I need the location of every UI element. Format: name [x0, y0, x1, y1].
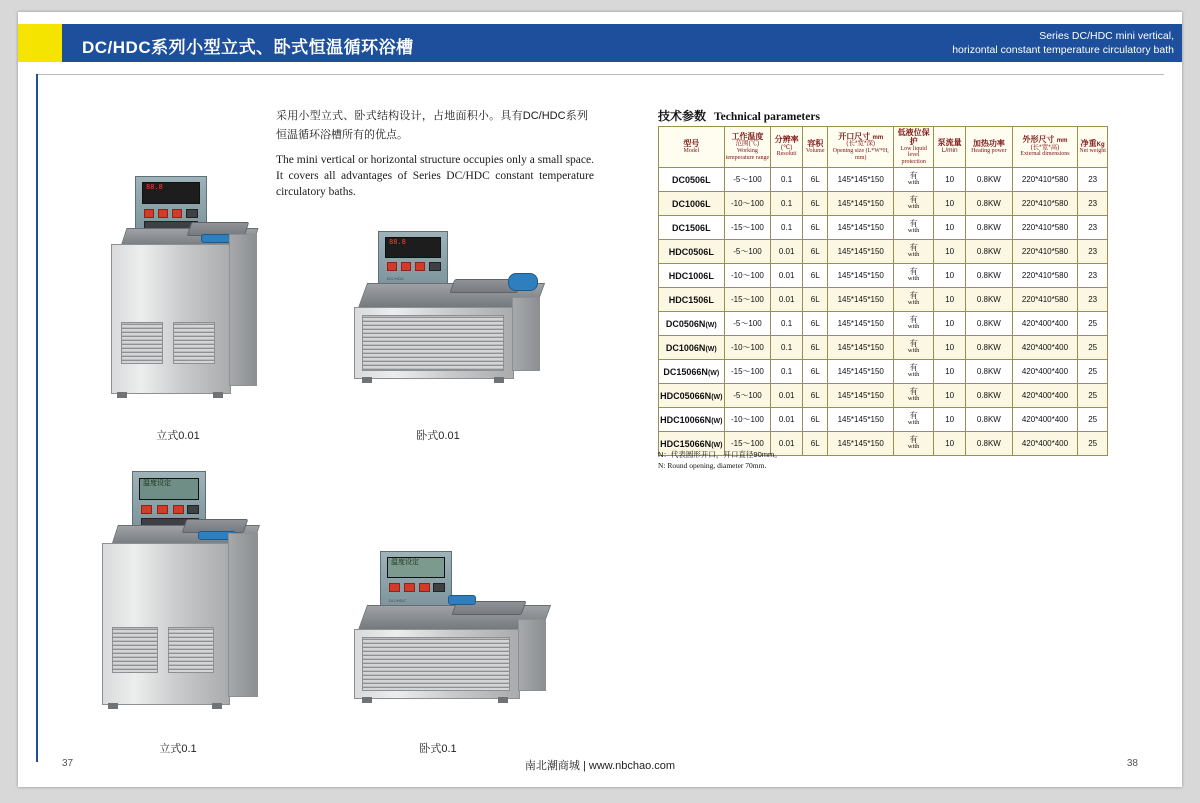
column-header-model — [659, 127, 725, 168]
footer-source: 南北潮商城 | www.nbchao.com — [524, 760, 676, 772]
col-en: External dimensions — [1020, 151, 1070, 158]
cell-temp: -10～100 — [724, 192, 771, 216]
cell-opening: 145*145*150 — [828, 264, 894, 288]
cell-temp: -10～100 — [724, 408, 771, 432]
page-sheet — [18, 12, 1182, 787]
cell-opening: 145*145*150 — [828, 384, 894, 408]
column-header-pump-flow — [934, 127, 966, 168]
brand-label: DC/HDC — [389, 598, 407, 603]
button-dark-1 — [429, 262, 441, 271]
button-red-1 — [144, 209, 154, 218]
cell-protection: 有 with — [894, 384, 934, 408]
foot-right — [213, 392, 223, 398]
cell-power: 0.8KW — [966, 264, 1013, 288]
cell-weight: 25 — [1078, 312, 1108, 336]
cell-volume: 6L — [803, 168, 828, 192]
cell-protection: 有 with — [894, 360, 934, 384]
col-en: Volume — [805, 148, 825, 155]
col-sub: (长*宽*深) — [846, 140, 876, 148]
button-red-1 — [141, 505, 152, 514]
cell-flow: 10 — [934, 360, 966, 384]
header-accent-block — [18, 24, 62, 62]
control-panel — [380, 551, 452, 611]
display-screen — [385, 237, 441, 258]
table-row — [659, 240, 1108, 264]
vent-grille — [362, 637, 510, 691]
foot-right — [494, 377, 504, 383]
cell-flow: 10 — [934, 384, 966, 408]
cell-weight: 23 — [1078, 264, 1108, 288]
cell-opening: 145*145*150 — [828, 360, 894, 384]
cell-weight: 23 — [1078, 288, 1108, 312]
display-screen — [139, 478, 199, 500]
col-en: Model — [683, 148, 700, 155]
cell-dimensions: 220*410*580 — [1012, 192, 1078, 216]
cell-flow: 10 — [934, 168, 966, 192]
cell-model: HDC05066N(W) — [659, 384, 725, 408]
cell-power: 0.8KW — [966, 192, 1013, 216]
cell-resolution: 0.01 — [771, 408, 803, 432]
page-number-left: 37 — [62, 758, 74, 769]
foot-left — [117, 392, 127, 398]
table-row — [659, 264, 1108, 288]
display-digits: 88.8 — [389, 238, 406, 246]
product-figure-vertical-01 — [88, 467, 278, 722]
cell-protection: 有 with — [894, 336, 934, 360]
button-red-2 — [157, 505, 168, 514]
cell-resolution: 0.1 — [771, 168, 803, 192]
cabinet-side — [518, 619, 546, 691]
page-header — [18, 24, 1182, 62]
column-header-heating-power — [966, 127, 1013, 168]
cell-volume: 6L — [803, 336, 828, 360]
cell-resolution: 0.1 — [771, 192, 803, 216]
cell-temp: -15～100 — [724, 432, 771, 456]
cell-power: 0.8KW — [966, 312, 1013, 336]
col-en: Heating power — [971, 148, 1007, 155]
button-red-1 — [387, 262, 397, 271]
col-en: Working temperature range — [725, 148, 770, 161]
cell-protection: 有 with — [894, 264, 934, 288]
cell-opening: 145*145*150 — [828, 432, 894, 456]
cell-flow: 10 — [934, 432, 966, 456]
cell-volume: 6L — [803, 288, 828, 312]
button-red-3 — [419, 583, 430, 592]
cell-model: HDC15066N(W) — [659, 432, 725, 456]
table-row — [659, 288, 1108, 312]
cell-temp: -5～100 — [724, 384, 771, 408]
column-header-volume — [803, 127, 828, 168]
col-en: Low liquid level protection — [900, 145, 927, 165]
column-header-external-dimensions — [1012, 127, 1078, 168]
col-unit: L/min — [941, 146, 958, 154]
cell-temp: -15～100 — [724, 216, 771, 240]
table-row — [659, 216, 1108, 240]
column-header-resolution — [771, 127, 803, 168]
display-screen — [142, 182, 200, 204]
cell-power: 0.8KW — [966, 384, 1013, 408]
cell-volume: 6L — [803, 432, 828, 456]
left-accent-rule — [36, 74, 38, 762]
button-dark-1 — [186, 209, 198, 218]
table-row — [659, 360, 1108, 384]
cell-volume: 6L — [803, 312, 828, 336]
table-header-row — [659, 127, 1108, 168]
tech-title-en: Technical parameters — [714, 111, 820, 123]
cabinet-side — [229, 234, 257, 386]
col-cn: 型号 — [683, 138, 700, 148]
cell-dimensions: 220*410*580 — [1012, 168, 1078, 192]
cell-model: DC1506L — [659, 216, 725, 240]
display-digits: 温度设定 — [391, 558, 419, 566]
vent-grille-left — [121, 322, 163, 364]
cell-dimensions: 220*410*580 — [1012, 264, 1078, 288]
page-title-english-line1: Series DC/HDC mini vertical, — [1039, 30, 1174, 42]
cell-volume: 6L — [803, 384, 828, 408]
brand-label: DC/HDC — [387, 276, 405, 281]
cell-resolution: 0.01 — [771, 432, 803, 456]
vent-grille-right — [168, 627, 214, 673]
cell-protection: 有 with — [894, 192, 934, 216]
column-header-net-weight — [1078, 127, 1108, 168]
foot-left — [108, 703, 118, 709]
cell-weight: 23 — [1078, 216, 1108, 240]
vent-grille-right — [173, 322, 215, 364]
cell-dimensions: 220*410*580 — [1012, 216, 1078, 240]
cell-volume: 6L — [803, 240, 828, 264]
cell-flow: 10 — [934, 240, 966, 264]
cell-resolution: 0.01 — [771, 240, 803, 264]
cell-protection: 有 with — [894, 432, 934, 456]
cell-flow: 10 — [934, 336, 966, 360]
button-red-2 — [158, 209, 168, 218]
cabinet-side — [512, 297, 540, 371]
column-header-low-liquid-protection — [894, 127, 934, 168]
cell-power: 0.8KW — [966, 240, 1013, 264]
button-red-1 — [389, 583, 400, 592]
figure-caption-2: 卧式0.01 — [416, 430, 460, 442]
cell-dimensions: 420*400*400 — [1012, 336, 1078, 360]
foot-right — [498, 697, 508, 703]
table-row — [659, 408, 1108, 432]
cell-resolution: 0.01 — [771, 264, 803, 288]
cell-dimensions: 420*400*400 — [1012, 312, 1078, 336]
cell-temp: -10～100 — [724, 264, 771, 288]
cell-model: HDC10066N(W) — [659, 408, 725, 432]
cell-dimensions: 420*400*400 — [1012, 432, 1078, 456]
cell-power: 0.8KW — [966, 336, 1013, 360]
cell-protection: 有 with — [894, 408, 934, 432]
page-number-right: 38 — [1126, 758, 1138, 769]
foot-left — [362, 377, 372, 383]
cell-weight: 25 — [1078, 336, 1108, 360]
vent-grille-left — [112, 627, 158, 673]
header-divider — [36, 74, 1164, 75]
column-header-opening-size — [828, 127, 894, 168]
product-figure-horizontal-01 — [348, 547, 578, 722]
display-digits: 88.8 — [146, 183, 163, 191]
technical-parameters-title — [658, 107, 820, 124]
tech-title-cn: 技术参数 — [658, 109, 707, 123]
cell-temp: -10～100 — [724, 336, 771, 360]
cell-protection: 有 with — [894, 240, 934, 264]
cell-power: 0.8KW — [966, 360, 1013, 384]
cell-resolution: 0.1 — [771, 336, 803, 360]
col-cn: 分辨率 — [774, 135, 799, 145]
cell-protection: 有 with — [894, 216, 934, 240]
control-panel — [378, 231, 448, 289]
cell-opening: 145*145*150 — [828, 288, 894, 312]
figure-caption-4: 卧式0.1 — [419, 743, 457, 755]
cell-dimensions: 420*400*400 — [1012, 384, 1078, 408]
cell-protection: 有 with — [894, 312, 934, 336]
button-dark-1 — [187, 505, 199, 514]
cabinet-body — [102, 543, 230, 705]
col-cn: 净重Kg — [1080, 138, 1105, 148]
col-en: Resoluti — [776, 151, 797, 158]
vent-grille — [362, 315, 504, 371]
table-row — [659, 312, 1108, 336]
cell-opening: 145*145*150 — [828, 192, 894, 216]
col-cn: 低液位保护 — [897, 128, 930, 146]
cell-weight: 25 — [1078, 384, 1108, 408]
table-row — [659, 192, 1108, 216]
product-figure-vertical-001 — [93, 172, 273, 417]
col-cn: 工作温度 — [731, 132, 764, 142]
cell-opening: 145*145*150 — [828, 240, 894, 264]
cell-weight: 23 — [1078, 168, 1108, 192]
button-red-3 — [172, 209, 182, 218]
button-dark-1 — [433, 583, 445, 592]
technical-parameters-table — [658, 126, 1108, 456]
cell-power: 0.8KW — [966, 288, 1013, 312]
cell-model: DC0506N(W) — [659, 312, 725, 336]
table-row — [659, 336, 1108, 360]
column-header-temp-range — [724, 127, 771, 168]
cell-power: 0.8KW — [966, 408, 1013, 432]
cell-power: 0.8KW — [966, 216, 1013, 240]
cell-volume: 6L — [803, 216, 828, 240]
cell-weight: 23 — [1078, 240, 1108, 264]
cell-model: HDC1006L — [659, 264, 725, 288]
cell-flow: 10 — [934, 264, 966, 288]
cabinet-side — [228, 533, 258, 697]
cell-temp: -5～100 — [724, 240, 771, 264]
cell-temp: -5～100 — [724, 168, 771, 192]
figure-caption-3: 立式0.1 — [159, 743, 197, 755]
cell-power: 0.8KW — [966, 168, 1013, 192]
cell-dimensions: 220*410*580 — [1012, 288, 1078, 312]
col-cn: 开口尺寸 mm — [838, 132, 884, 142]
col-en: Opening size (L*W*H, mm) — [832, 148, 889, 161]
cell-resolution: 0.1 — [771, 312, 803, 336]
cell-opening: 145*145*150 — [828, 336, 894, 360]
button-red-2 — [401, 262, 411, 271]
cell-dimensions: 220*410*580 — [1012, 240, 1078, 264]
cell-model: DC1006N(W) — [659, 336, 725, 360]
cell-model: HDC0506L — [659, 240, 725, 264]
cell-weight: 25 — [1078, 360, 1108, 384]
cell-resolution: 0.1 — [771, 360, 803, 384]
cell-resolution: 0.01 — [771, 384, 803, 408]
col-cn: 加热功率 — [972, 138, 1005, 148]
cell-weight: 25 — [1078, 432, 1108, 456]
cell-resolution: 0.1 — [771, 216, 803, 240]
cell-volume: 6L — [803, 408, 828, 432]
cell-opening: 145*145*150 — [828, 312, 894, 336]
page-title: DC/HDC系列小型立式、卧式恒温循环浴槽 — [82, 38, 414, 57]
cell-weight: 25 — [1078, 408, 1108, 432]
footnote-cn: N：代表圆形开口，开口直径90mm。 — [658, 450, 782, 459]
cabinet-body — [111, 244, 231, 394]
cell-temp: -15～100 — [724, 360, 771, 384]
cell-flow: 10 — [934, 408, 966, 432]
product-figure-horizontal-001 — [348, 227, 568, 407]
cell-protection: 有 with — [894, 168, 934, 192]
cell-flow: 10 — [934, 192, 966, 216]
page-title-english — [874, 29, 1174, 57]
foot-left — [362, 697, 372, 703]
page-title-english-line2: horizontal constant temperature circulatory bath — [952, 44, 1174, 56]
button-red-2 — [404, 583, 415, 592]
foot-right — [212, 703, 222, 709]
table-footnote — [658, 449, 782, 471]
col-cn: 容积 — [807, 138, 824, 148]
col-unit: 范围(℃) — [735, 140, 760, 148]
intro-english: The mini vertical or horizontal structure occupies only a small space. It covers all advantages of Series DC/HDC constant temperature circulatory baths. — [276, 154, 594, 198]
cell-opening: 145*145*150 — [828, 408, 894, 432]
tank-handle — [508, 273, 538, 291]
cell-volume: 6L — [803, 192, 828, 216]
cell-temp: -5～100 — [724, 312, 771, 336]
table-body — [659, 168, 1108, 456]
cell-resolution: 0.01 — [771, 288, 803, 312]
display-digits: 温度设定 — [143, 479, 171, 487]
intro-chinese: 采用小型立式、卧式结构设计，占地面积小。具有DC/HDC系列恒温循环浴槽所有的优点。 — [276, 110, 588, 141]
col-unit: (℃) — [780, 143, 793, 151]
cell-temp: -15～100 — [724, 288, 771, 312]
cell-volume: 6L — [803, 360, 828, 384]
button-red-3 — [173, 505, 184, 514]
col-en: Net weight — [1079, 148, 1106, 155]
cell-model: DC1006L — [659, 192, 725, 216]
table-row — [659, 168, 1108, 192]
display-screen — [387, 557, 445, 578]
cell-model: HDC1506L — [659, 288, 725, 312]
col-cn: 外形尺寸 mm — [1022, 135, 1068, 145]
cell-weight: 23 — [1078, 192, 1108, 216]
tank-handle — [448, 595, 476, 605]
cell-flow: 10 — [934, 312, 966, 336]
cell-opening: 145*145*150 — [828, 168, 894, 192]
cell-flow: 10 — [934, 288, 966, 312]
col-sub: (长*宽*高) — [1030, 143, 1060, 151]
cell-opening: 145*145*150 — [828, 216, 894, 240]
cell-model: DC15066N(W) — [659, 360, 725, 384]
button-red-3 — [415, 262, 425, 271]
cell-dimensions: 420*400*400 — [1012, 408, 1078, 432]
figure-caption-1: 立式0.01 — [156, 430, 200, 442]
col-cn: 泵流量 — [937, 138, 962, 148]
footnote-en: N: Round opening, diameter 70mm. — [658, 461, 767, 470]
cell-model: DC0506L — [659, 168, 725, 192]
cell-flow: 10 — [934, 216, 966, 240]
cell-protection: 有 with — [894, 288, 934, 312]
table-row — [659, 384, 1108, 408]
cell-volume: 6L — [803, 264, 828, 288]
cell-power: 0.8KW — [966, 432, 1013, 456]
cell-dimensions: 420*400*400 — [1012, 360, 1078, 384]
